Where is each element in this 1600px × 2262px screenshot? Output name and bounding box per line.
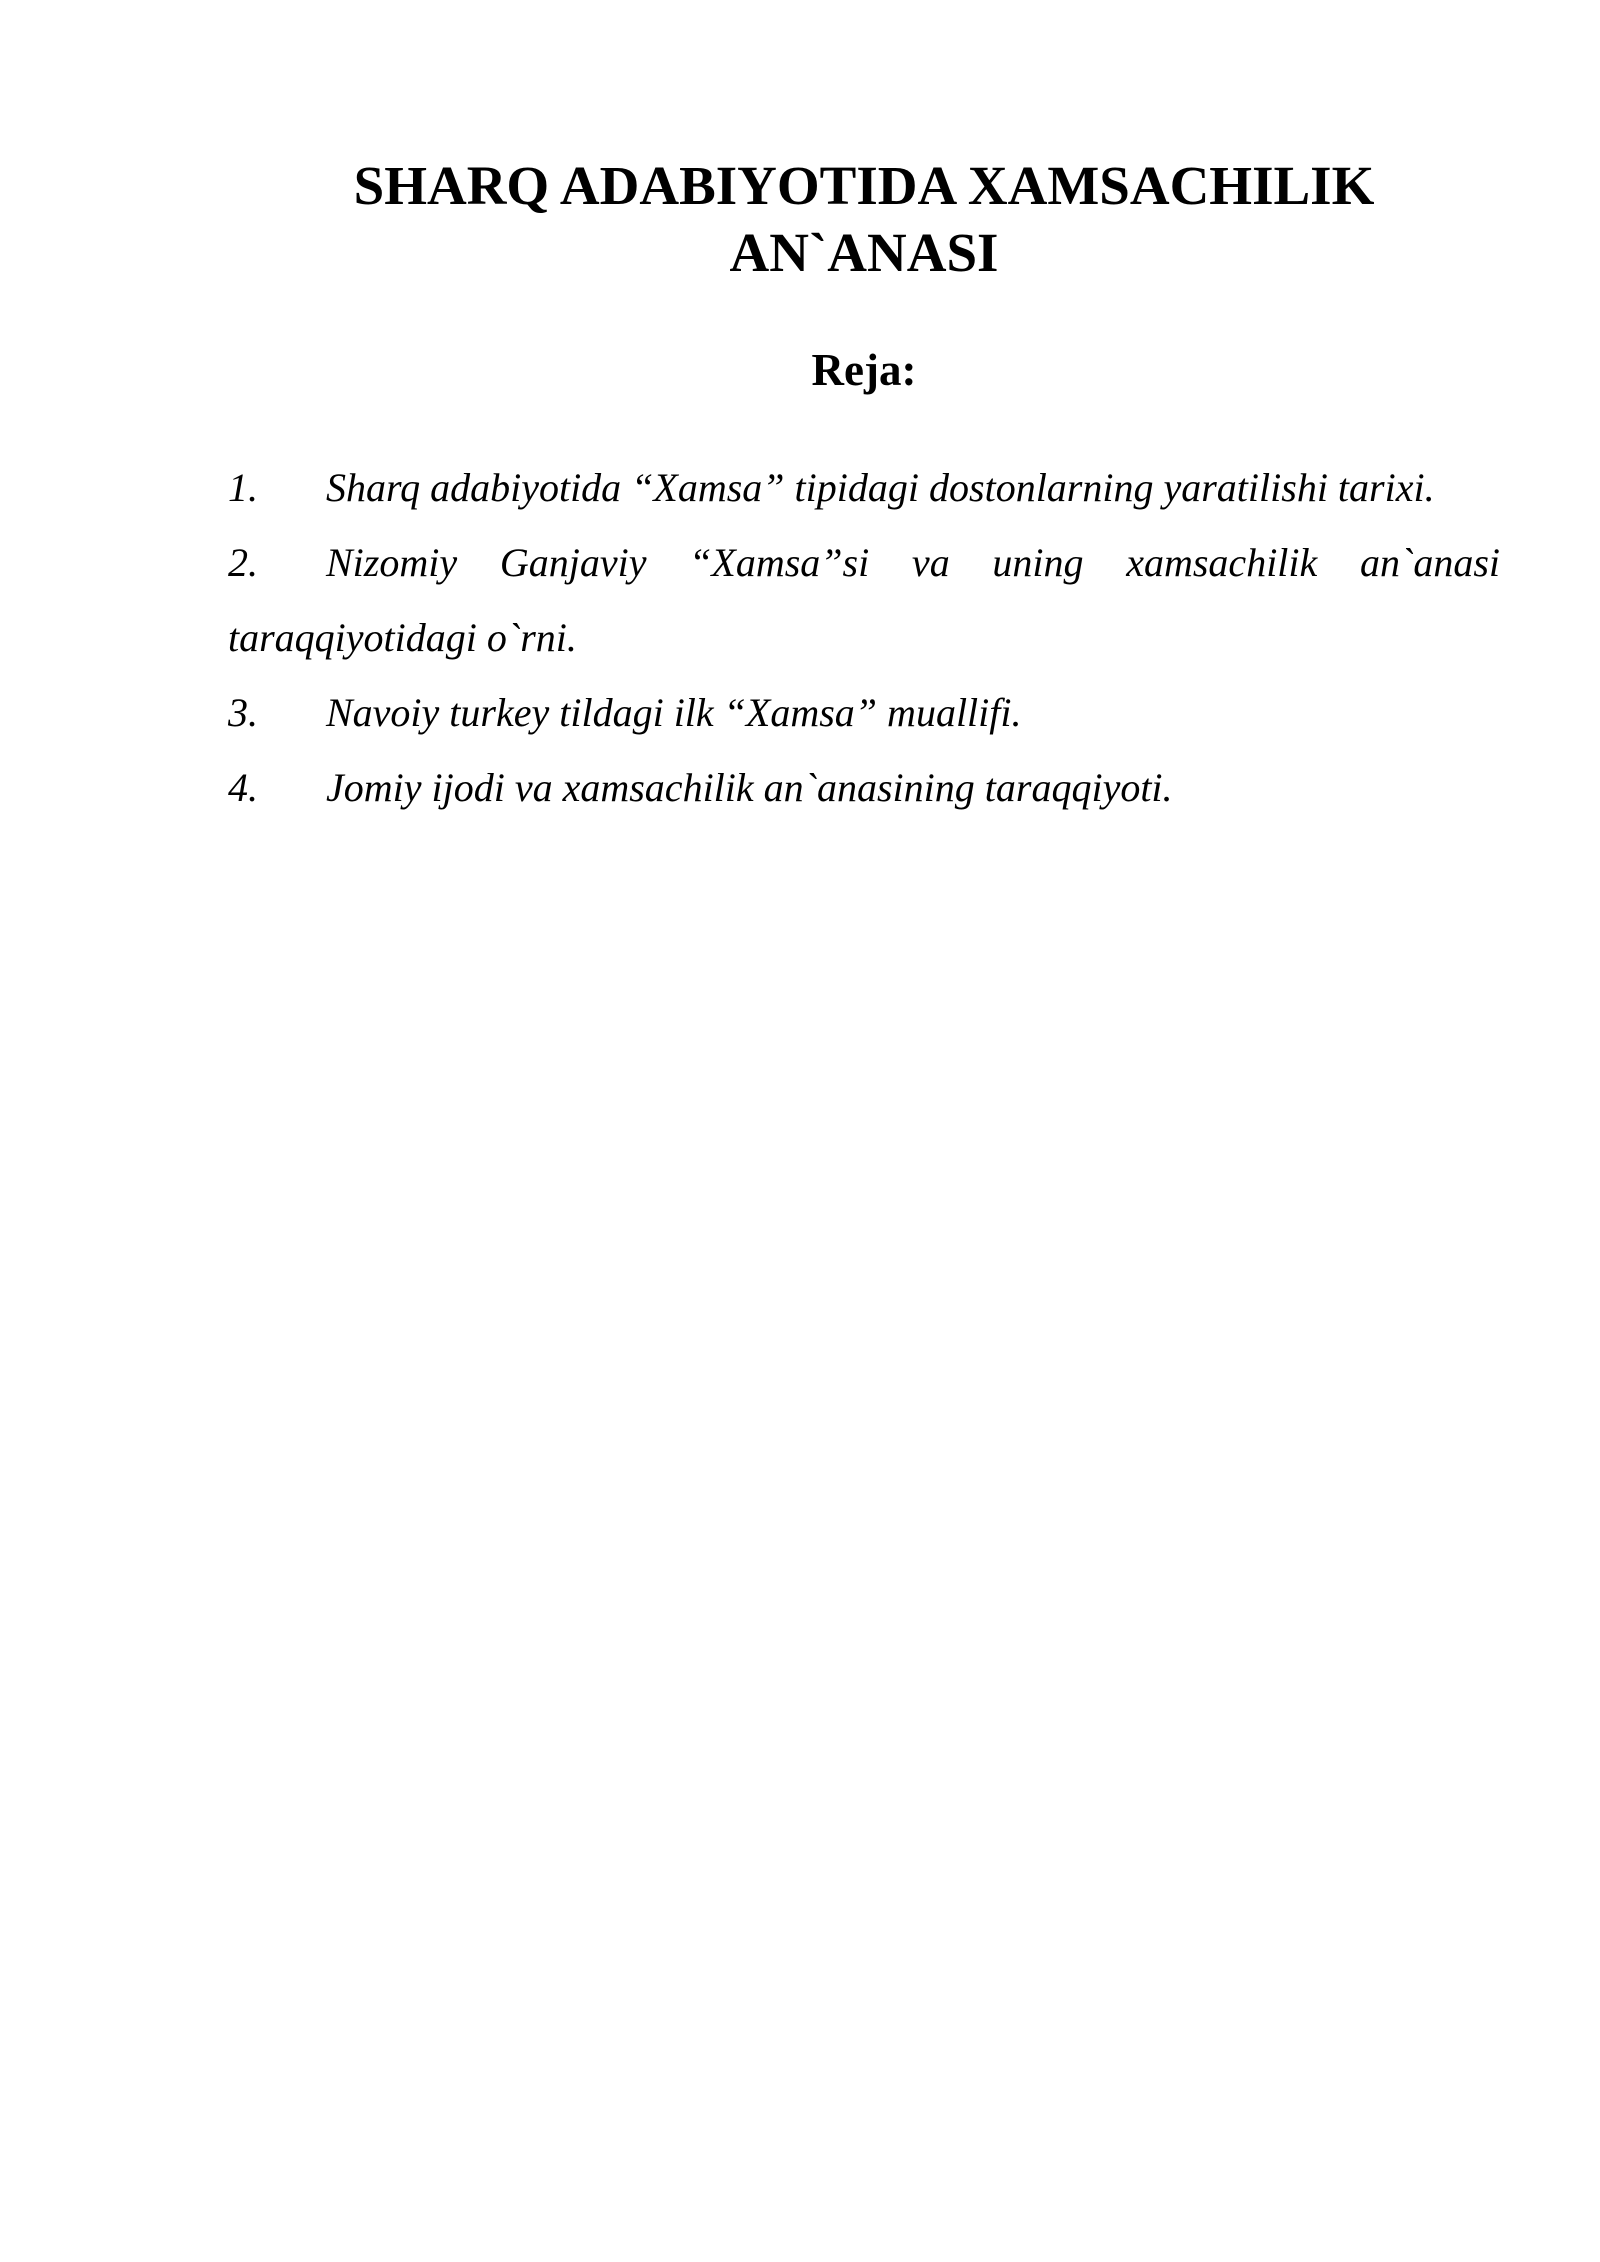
plan-item-number: 2. (228, 540, 258, 585)
plan-list (228, 450, 1500, 825)
title-line-2: AN`ANASI (729, 222, 999, 283)
plan-item-text: Jomiy ijodi va xamsachilik an`anasining taraqqiyoti. (326, 765, 1173, 810)
plan-item-1 (228, 450, 1500, 525)
plan-item-number: 3. (228, 690, 258, 735)
plan-item-2 (228, 525, 1500, 675)
plan-item-text: Sharq adabiyotida “Xamsa” tipidagi dostonlarning yaratilishi tarixi. (326, 465, 1435, 510)
plan-item-4 (228, 750, 1500, 825)
plan-heading: Reja: (811, 345, 917, 395)
title-line-1: SHARQ ADABIYOTIDA XAMSACHILIK (353, 155, 1375, 216)
plan-item-number: 4. (228, 765, 258, 810)
plan-item-text: Nizomiy Ganjaviy “Xamsa”si va uning xamsachilik an`anasi taraqqiyotidagi o`rni. (228, 540, 1500, 660)
plan-item-number: 1. (228, 465, 258, 510)
plan-item-3 (228, 675, 1500, 750)
document-title (228, 152, 1500, 286)
plan-item-text: Navoiy turkey tildagi ilk “Xamsa” muallifi. (326, 690, 1022, 735)
